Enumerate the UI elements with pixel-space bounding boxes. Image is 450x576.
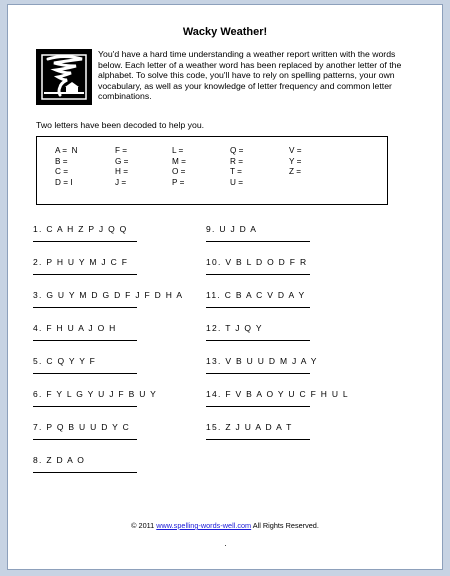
key-entry: A = N (55, 146, 78, 155)
puzzle-word: 10. V B L D O D F R (206, 257, 308, 267)
key-entry: B = (55, 156, 68, 166)
answer-line[interactable] (206, 439, 310, 440)
puzzle-word: 6. F Y L G Y U J F B U Y (33, 389, 158, 399)
key-entry: J = (115, 177, 127, 187)
key-column (172, 146, 186, 188)
key-column (289, 146, 302, 178)
key-entry: Y = (289, 156, 302, 166)
key-entry: O = (172, 167, 186, 176)
puzzle-word: 2. P H U Y M J C F (33, 257, 129, 267)
stray-dot (225, 545, 226, 546)
worksheet-page (7, 4, 443, 570)
puzzle-word: 15. Z J U A D A T (206, 422, 293, 432)
key-entry: T = (230, 167, 242, 176)
footer (8, 521, 442, 530)
key-entry: R = (230, 156, 243, 166)
answer-line[interactable] (206, 241, 310, 242)
answer-line[interactable] (33, 406, 137, 407)
answer-line[interactable] (206, 307, 310, 308)
puzzle-word: 11. C B A C V D A Y (206, 290, 306, 300)
puzzle-word: 3. G U Y M D G D F J F D H A (33, 290, 184, 300)
answer-line[interactable] (33, 340, 137, 341)
key-entry: U = (230, 177, 243, 187)
answer-line[interactable] (33, 241, 137, 242)
answer-line[interactable] (206, 274, 310, 275)
answer-line[interactable] (33, 373, 137, 374)
key-entry: H = (115, 167, 128, 176)
answer-line[interactable] (33, 274, 137, 275)
puzzle-word: 4. F H U A J O H (33, 323, 117, 333)
key-entry: C = (55, 167, 68, 176)
key-column (55, 146, 78, 188)
puzzle-word: 5. C Q Y Y F (33, 356, 97, 366)
puzzle-word: 14. F V B A O Y U C F H U L (206, 389, 349, 399)
puzzle-word: 8. Z D A O (33, 455, 86, 465)
key-entry: L = (172, 146, 184, 155)
answer-line[interactable] (33, 439, 137, 440)
website-link[interactable]: www.spelling-words-well.com (156, 521, 252, 530)
key-entry: D = I (55, 177, 73, 187)
puzzle-word: 1. C A H Z P J Q Q (33, 224, 128, 234)
answer-line[interactable] (206, 373, 310, 374)
key-column (115, 146, 128, 188)
answer-line[interactable] (206, 340, 310, 341)
key-column (230, 146, 243, 188)
key-entry: V = (289, 146, 302, 155)
answer-line[interactable] (33, 307, 137, 308)
key-entry: F = (115, 146, 128, 155)
puzzle-word: 7. P Q B U U D Y C (33, 422, 131, 432)
answer-line[interactable] (206, 406, 310, 407)
answer-line[interactable] (33, 472, 137, 473)
key-entry: Z = (289, 167, 302, 176)
tornado-logo-icon (36, 49, 92, 105)
decoder-key-box (36, 136, 388, 205)
page-title: Wacky Weather! (182, 26, 268, 38)
hint-text: Two letters have been decoded to help you. (36, 120, 205, 130)
puzzle-word: 13. V B U U D M J A Y (206, 356, 318, 366)
intro-paragraph: You'd have a hard time understanding a weather report written with the words below. Each letter of a weather word has been replaced by another letter of the alphabet. To solve this code, you'll have to rely on spelling patterns, your own vocabulary, as well as your knowledge of letter frequency and common letter combinations. (98, 49, 402, 102)
key-entry: M = (172, 156, 186, 166)
puzzle-word: 9. U J D A (206, 224, 258, 234)
rights-text: All Rights Reserved. (252, 521, 319, 530)
copyright-text: © 2011 (131, 521, 155, 530)
puzzle-word: 12. T J Q Y (206, 323, 263, 333)
key-entry: Q = (230, 146, 244, 155)
key-entry: G = (115, 156, 129, 166)
key-entry: P = (172, 177, 185, 187)
